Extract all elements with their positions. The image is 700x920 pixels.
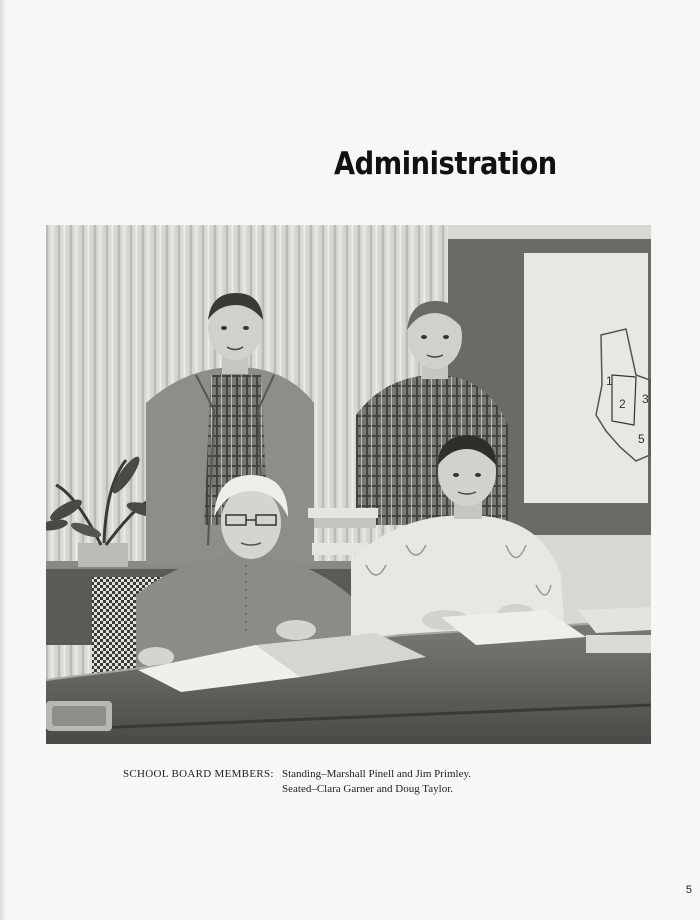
page-edge <box>0 0 6 920</box>
map-label-5: 5 <box>638 432 645 446</box>
school-board-photo <box>46 225 651 744</box>
caption-seated: Seated–Clara Garner and Doug Taylor. <box>282 783 453 795</box>
page-number: 5 <box>685 884 692 896</box>
map-label-2: 2 <box>619 397 626 411</box>
map-label-1: 1 <box>606 374 613 388</box>
caption-label: SCHOOL BOARD MEMBERS: <box>123 768 274 780</box>
map-label-3: 3 <box>642 392 649 406</box>
caption-standing: Standing–Marshall Pinell and Jim Primley. <box>282 768 472 780</box>
page-title: Administration <box>334 146 557 182</box>
